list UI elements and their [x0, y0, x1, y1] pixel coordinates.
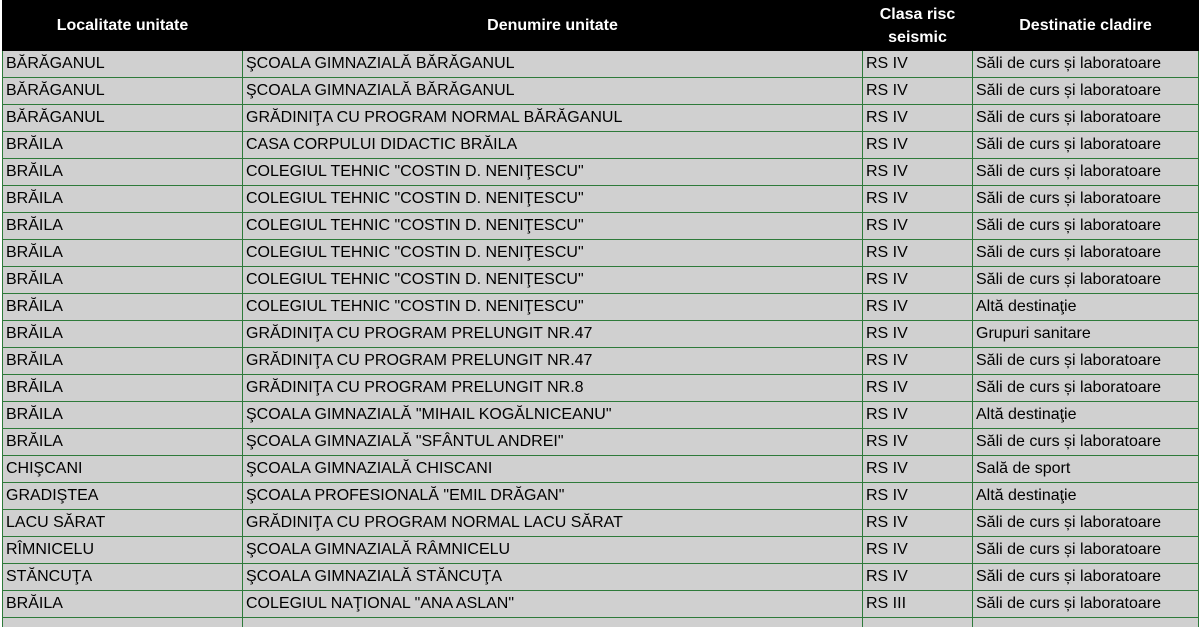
- cell-risk-class[interactable]: RS IV: [863, 456, 973, 483]
- table-row: [3, 429, 1199, 456]
- cell-risk-class[interactable]: RS IV: [863, 186, 973, 213]
- cell-unit-name[interactable]: GRĂDINIŢA CU PROGRAM NORMAL LACU SĂRAT: [243, 510, 863, 537]
- cell-locality[interactable]: BRĂILA: [3, 321, 243, 348]
- cell-unit-name[interactable]: ŞCOALA GIMNAZIALĂ BĂRĂGANUL: [243, 78, 863, 105]
- table-row: [3, 240, 1199, 267]
- cell-unit-name[interactable]: ŞCOALA GIMNAZIALĂ "SFÂNTUL ANDREI": [243, 429, 863, 456]
- table-row: [3, 564, 1199, 591]
- cell-destination[interactable]: Săli de curs și laboratoare: [973, 240, 1199, 267]
- table-row: [3, 51, 1199, 78]
- cell-risk-class[interactable]: RS IV: [863, 348, 973, 375]
- cell-unit-name[interactable]: COLEGIUL TEHNIC "COSTIN D. NENIŢESCU": [243, 294, 863, 321]
- cell-locality[interactable]: BRĂILA: [3, 240, 243, 267]
- cell-risk-class[interactable]: RS IV: [863, 213, 973, 240]
- cell-risk-class[interactable]: RS IV: [863, 78, 973, 105]
- cell-destination[interactable]: Altă destinaţie: [973, 294, 1199, 321]
- cell-locality[interactable]: BĂRĂGANUL: [3, 105, 243, 132]
- cell-destination[interactable]: Săli de curs și laboratoare: [973, 159, 1199, 186]
- table-row: [3, 321, 1199, 348]
- cell-unit-name[interactable]: GRĂDINIŢA CU PROGRAM PRELUNGIT NR.47: [243, 348, 863, 375]
- cell-destination[interactable]: Săli de curs și laboratoare: [973, 429, 1199, 456]
- table-row: [3, 402, 1199, 429]
- table-row: [3, 213, 1199, 240]
- table-row: [3, 375, 1199, 402]
- cell-destination[interactable]: Săli de curs și laboratoare: [973, 591, 1199, 618]
- cell-unit-name[interactable]: GRĂDINIŢA CU PROGRAM NORMAL BĂRĂGANUL: [243, 105, 863, 132]
- header-unit-name: Denumire unitate: [243, 1, 863, 51]
- cell-locality[interactable]: LACU SĂRAT: [3, 510, 243, 537]
- table-row: [3, 591, 1199, 618]
- cell-locality[interactable]: BRĂILA: [3, 402, 243, 429]
- cell-destination[interactable]: Grupuri sanitare: [973, 321, 1199, 348]
- cell-destination[interactable]: Săli de curs și laboratoare: [973, 348, 1199, 375]
- cell-destination[interactable]: Săli de curs și laboratoare: [973, 537, 1199, 564]
- cell-locality[interactable]: BRĂILA: [3, 375, 243, 402]
- cell-empty[interactable]: [3, 618, 243, 627]
- table-row: [3, 483, 1199, 510]
- cell-risk-class[interactable]: RS IV: [863, 51, 973, 78]
- cell-unit-name[interactable]: ŞCOALA GIMNAZIALĂ RÂMNICELU: [243, 537, 863, 564]
- table-row: [3, 348, 1199, 375]
- table-row: [3, 159, 1199, 186]
- cell-locality[interactable]: BRĂILA: [3, 348, 243, 375]
- cell-unit-name[interactable]: ŞCOALA GIMNAZIALĂ STĂNCUŢA: [243, 564, 863, 591]
- table-row: [3, 78, 1199, 105]
- cell-risk-class[interactable]: RS IV: [863, 159, 973, 186]
- cell-risk-class[interactable]: RS IV: [863, 564, 973, 591]
- cell-unit-name[interactable]: COLEGIUL TEHNIC "COSTIN D. NENIŢESCU": [243, 186, 863, 213]
- cell-risk-class[interactable]: RS IV: [863, 267, 973, 294]
- cell-locality[interactable]: STĂNCUŢA: [3, 564, 243, 591]
- table-body: [3, 51, 1199, 627]
- table-row: [3, 267, 1199, 294]
- cell-risk-class[interactable]: RS IV: [863, 402, 973, 429]
- cell-unit-name[interactable]: COLEGIUL TEHNIC "COSTIN D. NENIŢESCU": [243, 267, 863, 294]
- seismic-risk-table: [2, 0, 1199, 627]
- cell-risk-class[interactable]: RS IV: [863, 483, 973, 510]
- cell-locality[interactable]: CHIŞCANI: [3, 456, 243, 483]
- header-destination: Destinatie cladire: [973, 1, 1199, 51]
- cell-empty[interactable]: [863, 618, 973, 627]
- cell-risk-class[interactable]: RS IV: [863, 240, 973, 267]
- cell-risk-class[interactable]: RS IV: [863, 537, 973, 564]
- table-row: [3, 132, 1199, 159]
- cell-risk-class[interactable]: RS IV: [863, 321, 973, 348]
- cell-unit-name[interactable]: CASA CORPULUI DIDACTIC BRĂILA: [243, 132, 863, 159]
- cell-destination[interactable]: Altă destinaţie: [973, 402, 1199, 429]
- cell-locality[interactable]: BRĂILA: [3, 132, 243, 159]
- cell-locality[interactable]: BRĂILA: [3, 429, 243, 456]
- table-row: [3, 105, 1199, 132]
- cell-locality[interactable]: BRĂILA: [3, 591, 243, 618]
- cell-destination[interactable]: Săli de curs și laboratoare: [973, 267, 1199, 294]
- cell-unit-name[interactable]: GRĂDINIŢA CU PROGRAM PRELUNGIT NR.47: [243, 321, 863, 348]
- table-row: [3, 456, 1199, 483]
- table-row: [3, 294, 1199, 321]
- cell-destination[interactable]: Săli de curs și laboratoare: [973, 186, 1199, 213]
- cell-risk-class[interactable]: RS IV: [863, 429, 973, 456]
- cell-risk-class[interactable]: RS III: [863, 591, 973, 618]
- cell-destination[interactable]: Săli de curs și laboratoare: [973, 375, 1199, 402]
- cell-destination[interactable]: Săli de curs și laboratoare: [973, 564, 1199, 591]
- cell-unit-name[interactable]: COLEGIUL TEHNIC "COSTIN D. NENIŢESCU": [243, 213, 863, 240]
- table-row: [3, 537, 1199, 564]
- cell-risk-class[interactable]: RS IV: [863, 510, 973, 537]
- cell-unit-name[interactable]: COLEGIUL NAŢIONAL "ANA ASLAN": [243, 591, 863, 618]
- cell-locality[interactable]: BRĂILA: [3, 186, 243, 213]
- table-row: [3, 510, 1199, 537]
- cell-unit-name[interactable]: GRĂDINIŢA CU PROGRAM PRELUNGIT NR.8: [243, 375, 863, 402]
- cell-risk-class[interactable]: RS IV: [863, 132, 973, 159]
- cell-locality[interactable]: BĂRĂGANUL: [3, 78, 243, 105]
- cell-locality[interactable]: BĂRĂGANUL: [3, 51, 243, 78]
- cell-unit-name[interactable]: ŞCOALA GIMNAZIALĂ CHISCANI: [243, 456, 863, 483]
- table-row-partial: [3, 618, 1199, 627]
- cell-destination[interactable]: Săli de curs și laboratoare: [973, 132, 1199, 159]
- cell-locality[interactable]: BRĂILA: [3, 159, 243, 186]
- cell-destination[interactable]: Săli de curs și laboratoare: [973, 105, 1199, 132]
- cell-destination[interactable]: Săli de curs și laboratoare: [973, 51, 1199, 78]
- cell-unit-name[interactable]: ŞCOALA PROFESIONALĂ "EMIL DRĂGAN": [243, 483, 863, 510]
- cell-unit-name[interactable]: COLEGIUL TEHNIC "COSTIN D. NENIŢESCU": [243, 159, 863, 186]
- cell-empty[interactable]: [973, 618, 1199, 627]
- header-risk-class-line2: seismic: [888, 28, 947, 46]
- cell-destination[interactable]: Sală de sport: [973, 456, 1199, 483]
- cell-locality[interactable]: BRĂILA: [3, 294, 243, 321]
- cell-locality[interactable]: BRĂILA: [3, 213, 243, 240]
- cell-unit-name[interactable]: ŞCOALA GIMNAZIALĂ "MIHAIL KOGĂLNICEANU": [243, 402, 863, 429]
- cell-destination[interactable]: Săli de curs și laboratoare: [973, 213, 1199, 240]
- cell-locality[interactable]: GRADIŞTEA: [3, 483, 243, 510]
- cell-unit-name[interactable]: COLEGIUL TEHNIC "COSTIN D. NENIŢESCU": [243, 240, 863, 267]
- cell-locality[interactable]: RÎMNICELU: [3, 537, 243, 564]
- table-row: [3, 186, 1199, 213]
- header-risk-class-line1: Clasa risc: [879, 5, 956, 23]
- cell-locality[interactable]: BRĂILA: [3, 267, 243, 294]
- cell-risk-class[interactable]: RS IV: [863, 105, 973, 132]
- header-locality: Localitate unitate: [3, 1, 243, 51]
- cell-unit-name[interactable]: ŞCOALA GIMNAZIALĂ BĂRĂGANUL: [243, 51, 863, 78]
- header-row: [3, 1, 1199, 51]
- cell-risk-class[interactable]: RS IV: [863, 294, 973, 321]
- cell-empty[interactable]: [243, 618, 863, 627]
- cell-destination[interactable]: Săli de curs și laboratoare: [973, 78, 1199, 105]
- cell-risk-class[interactable]: RS IV: [863, 375, 973, 402]
- header-risk-class: [863, 1, 973, 51]
- cell-destination[interactable]: Altă destinaţie: [973, 483, 1199, 510]
- cell-destination[interactable]: Săli de curs și laboratoare: [973, 510, 1199, 537]
